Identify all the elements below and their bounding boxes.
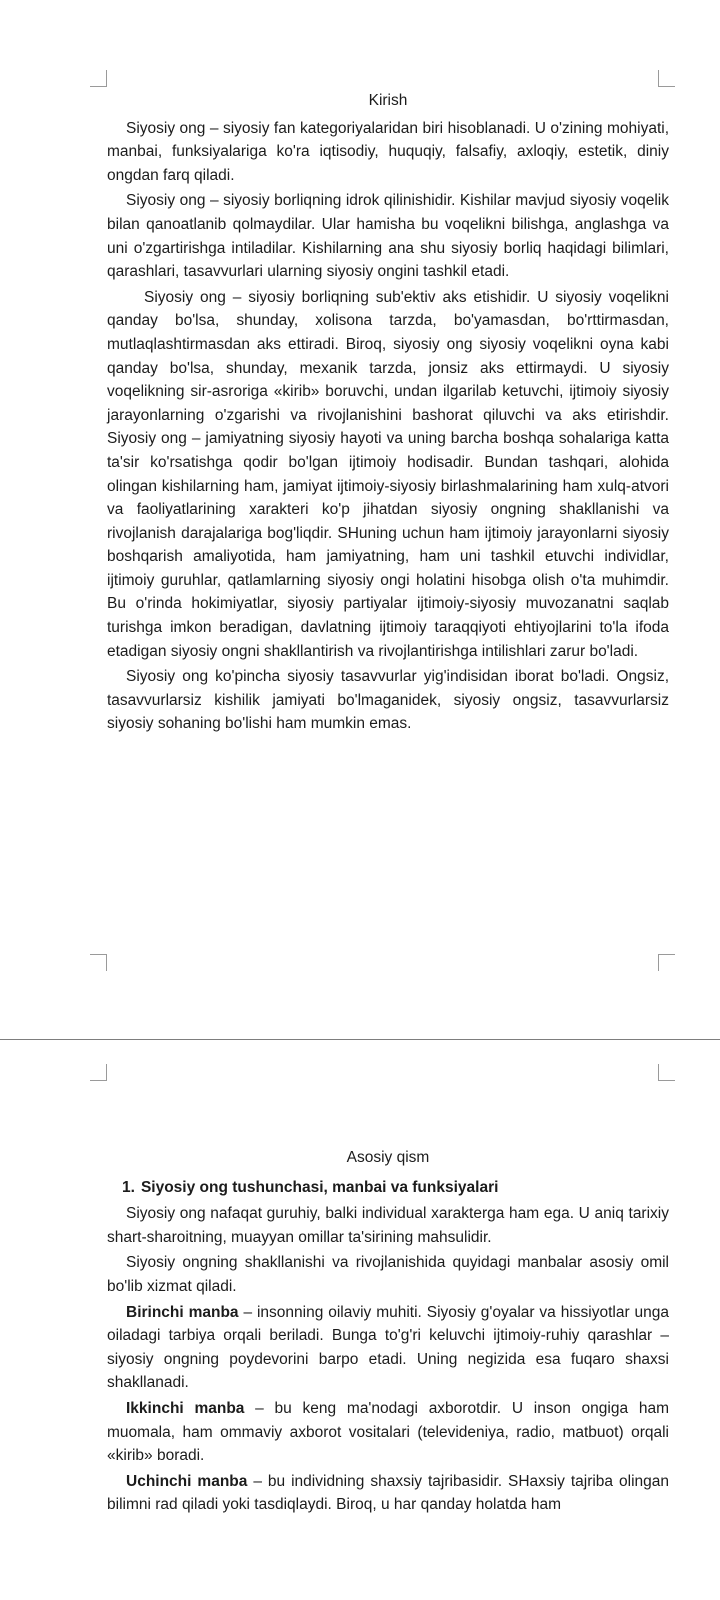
section-heading-main: Asosiy qism bbox=[346, 1149, 430, 1166]
crop-mark-top-left bbox=[90, 70, 107, 87]
crop-mark-top-left bbox=[90, 1064, 107, 1081]
crop-mark-bottom-right bbox=[658, 954, 675, 971]
source-lead: Birinchi manba bbox=[126, 1303, 239, 1321]
subsection-title: Siyosiy ong tushunchasi, manbai va funksiyalari bbox=[140, 1178, 499, 1196]
page-1-body bbox=[107, 89, 669, 738]
paragraph: Siyosiy ong – siyosiy borliqning idrok qilinishidir. Kishilar mavjud siyosiy voqelik bilan qanoatlanib qolmaydilar. Ular hamisha bu voqelikni bilishga, anglashga va uni o'zgartirishga intiladilar. Kishilarning ana shu siyosiy borliq haqidagi bilimlari, qarashlari, tasavvurlari ularning siyosiy ongini tashkil etadi. bbox=[107, 192, 669, 281]
source-text: – bu individning shaxsiy tajribasidir. SHaxsiy tajriba olingan bilimni rad qiladi yoki tasdiqlaydi. Biroq, u har qanday holatda ham bbox=[107, 1472, 669, 1514]
paragraph: Siyosiy ong ko'pincha siyosiy tasavvurlar yig'indisidan iborat bo'ladi. Ongsiz, tasavvurlarsiz kishilik jamiyati bo'lmaganidek, siyosiy ongsiz, tasavvurlarsiz siyosiy sohaning bo'lishi ham mumkin emas. bbox=[107, 668, 669, 733]
section-heading-intro: Kirish bbox=[368, 92, 408, 109]
crop-mark-top-right bbox=[658, 70, 675, 87]
subsection-heading bbox=[107, 1176, 669, 1200]
source-text: – bu keng ma'nodagi axborotdir. U inson ongiga ham muomala, ham ommaviy axborot vositalari (televideniya, radio, matbuot) orqali «kirib» boradi. bbox=[107, 1399, 670, 1465]
paragraph: Siyosiy ong – siyosiy fan kategoriyalaridan biri hisoblanadi. U o'zining mohiyati, manbai, funksiyalariga ko'ra iqtisodiy, huquqiy, falsafiy, axloqiy, estetik, diniy ongdan farq qiladi. bbox=[107, 119, 669, 184]
source-paragraph bbox=[107, 1301, 669, 1395]
crop-mark-bottom-left bbox=[90, 954, 107, 971]
source-text: – insonning oilaviy muhiti. Siyosiy g'oyalar va hissiyotlar unga oiladagi tarbiya orqali beriladi. Bunga to'g'ri keluvchi ijtimoiy-ruhiy qarashlar – siyosiy ongning poydevorini barpo etadi. Uning negizida esa fuqaro shaxsi shakllanadi. bbox=[107, 1303, 669, 1392]
paragraph: Siyosiy ong – siyosiy borliqning sub'ektiv aks etishidir. U siyosiy voqelikni qanday bo'lsa, shunday, xolisona tarzda, bo'yamasdan, bo'rttirmasdan, mutlaqlashtirmasdan aks ettiradi. Biroq, siyosiy ong siyosiy voqelikni oyna kabi qanday bo'lsa, shunday, mexanik tarzda, jonsiz aks ettirmaydi. U siyosiy voqelikning sir-asroriga «kirib» boruvchi, undan ilgarilab ketuvchi, ijtimoiy siyosiy jarayonlarning o'zgarishi va rivojlanishini bashorat qiluvchi va aks etirishdir. Siyosiy ong – jamiyatning siyosiy hayoti va uning barcha boshqa sohalariga katta ta'sir ko'rsatishga qodir bo'lgan ijtimoiy hodisadir. Bundan tashqari, alohida olingan kishilarning ham, jamiyat ijtimoiy-siyosiy birlashmalarining ham xulq-atvori va faoliyatlarining xarakteri ko'p jihatdan siyosiy ongning shakllanishi va rivojlanish darajalariga bog'liqdir. SHuning uchun ham ijtimoiy jarayonlarni siyosiy boshqarish amaliyotida, ham jamiyatning, ham uni tashkil etuvchi individlar, ijtimoiy guruhlar, qatlamlarning siyosiy ongi holatini hisobga olish o'ta muhimdir. Bu o'rinda hokimiyatlar, siyosiy partiyalar ijtimoiy-siyosiy muvozanatni saqlab turishga imkon beradigan, davlatning ijtimoiy taraqqiyoti ehtiyojlarini to'la ifoda etadigan siyosiy ongni shakllantirish va rivojlantirishga intilishlari zarur bo'ladi. bbox=[107, 288, 669, 660]
source-paragraph bbox=[107, 1470, 669, 1517]
page-2-body bbox=[107, 1146, 669, 1519]
crop-mark-top-right bbox=[658, 1064, 675, 1081]
subsection-number: 1. bbox=[122, 1178, 135, 1196]
source-paragraph bbox=[107, 1397, 669, 1468]
document-page-2 bbox=[0, 1040, 720, 1600]
paragraph: Siyosiy ong nafaqat guruhiy, balki individual xarakterga ham ega. U aniq tarixiy shart-sharoitning, muayyan omillar ta'sirining mahsulidir. bbox=[107, 1205, 669, 1246]
paragraph: Siyosiy ongning shakllanishi va rivojlanishida quyidagi manbalar asosiy omil bo'lib xizmat qiladi. bbox=[107, 1254, 669, 1295]
source-lead: Uchinchi manba bbox=[126, 1472, 248, 1490]
source-lead: Ikkinchi manba bbox=[126, 1399, 245, 1417]
